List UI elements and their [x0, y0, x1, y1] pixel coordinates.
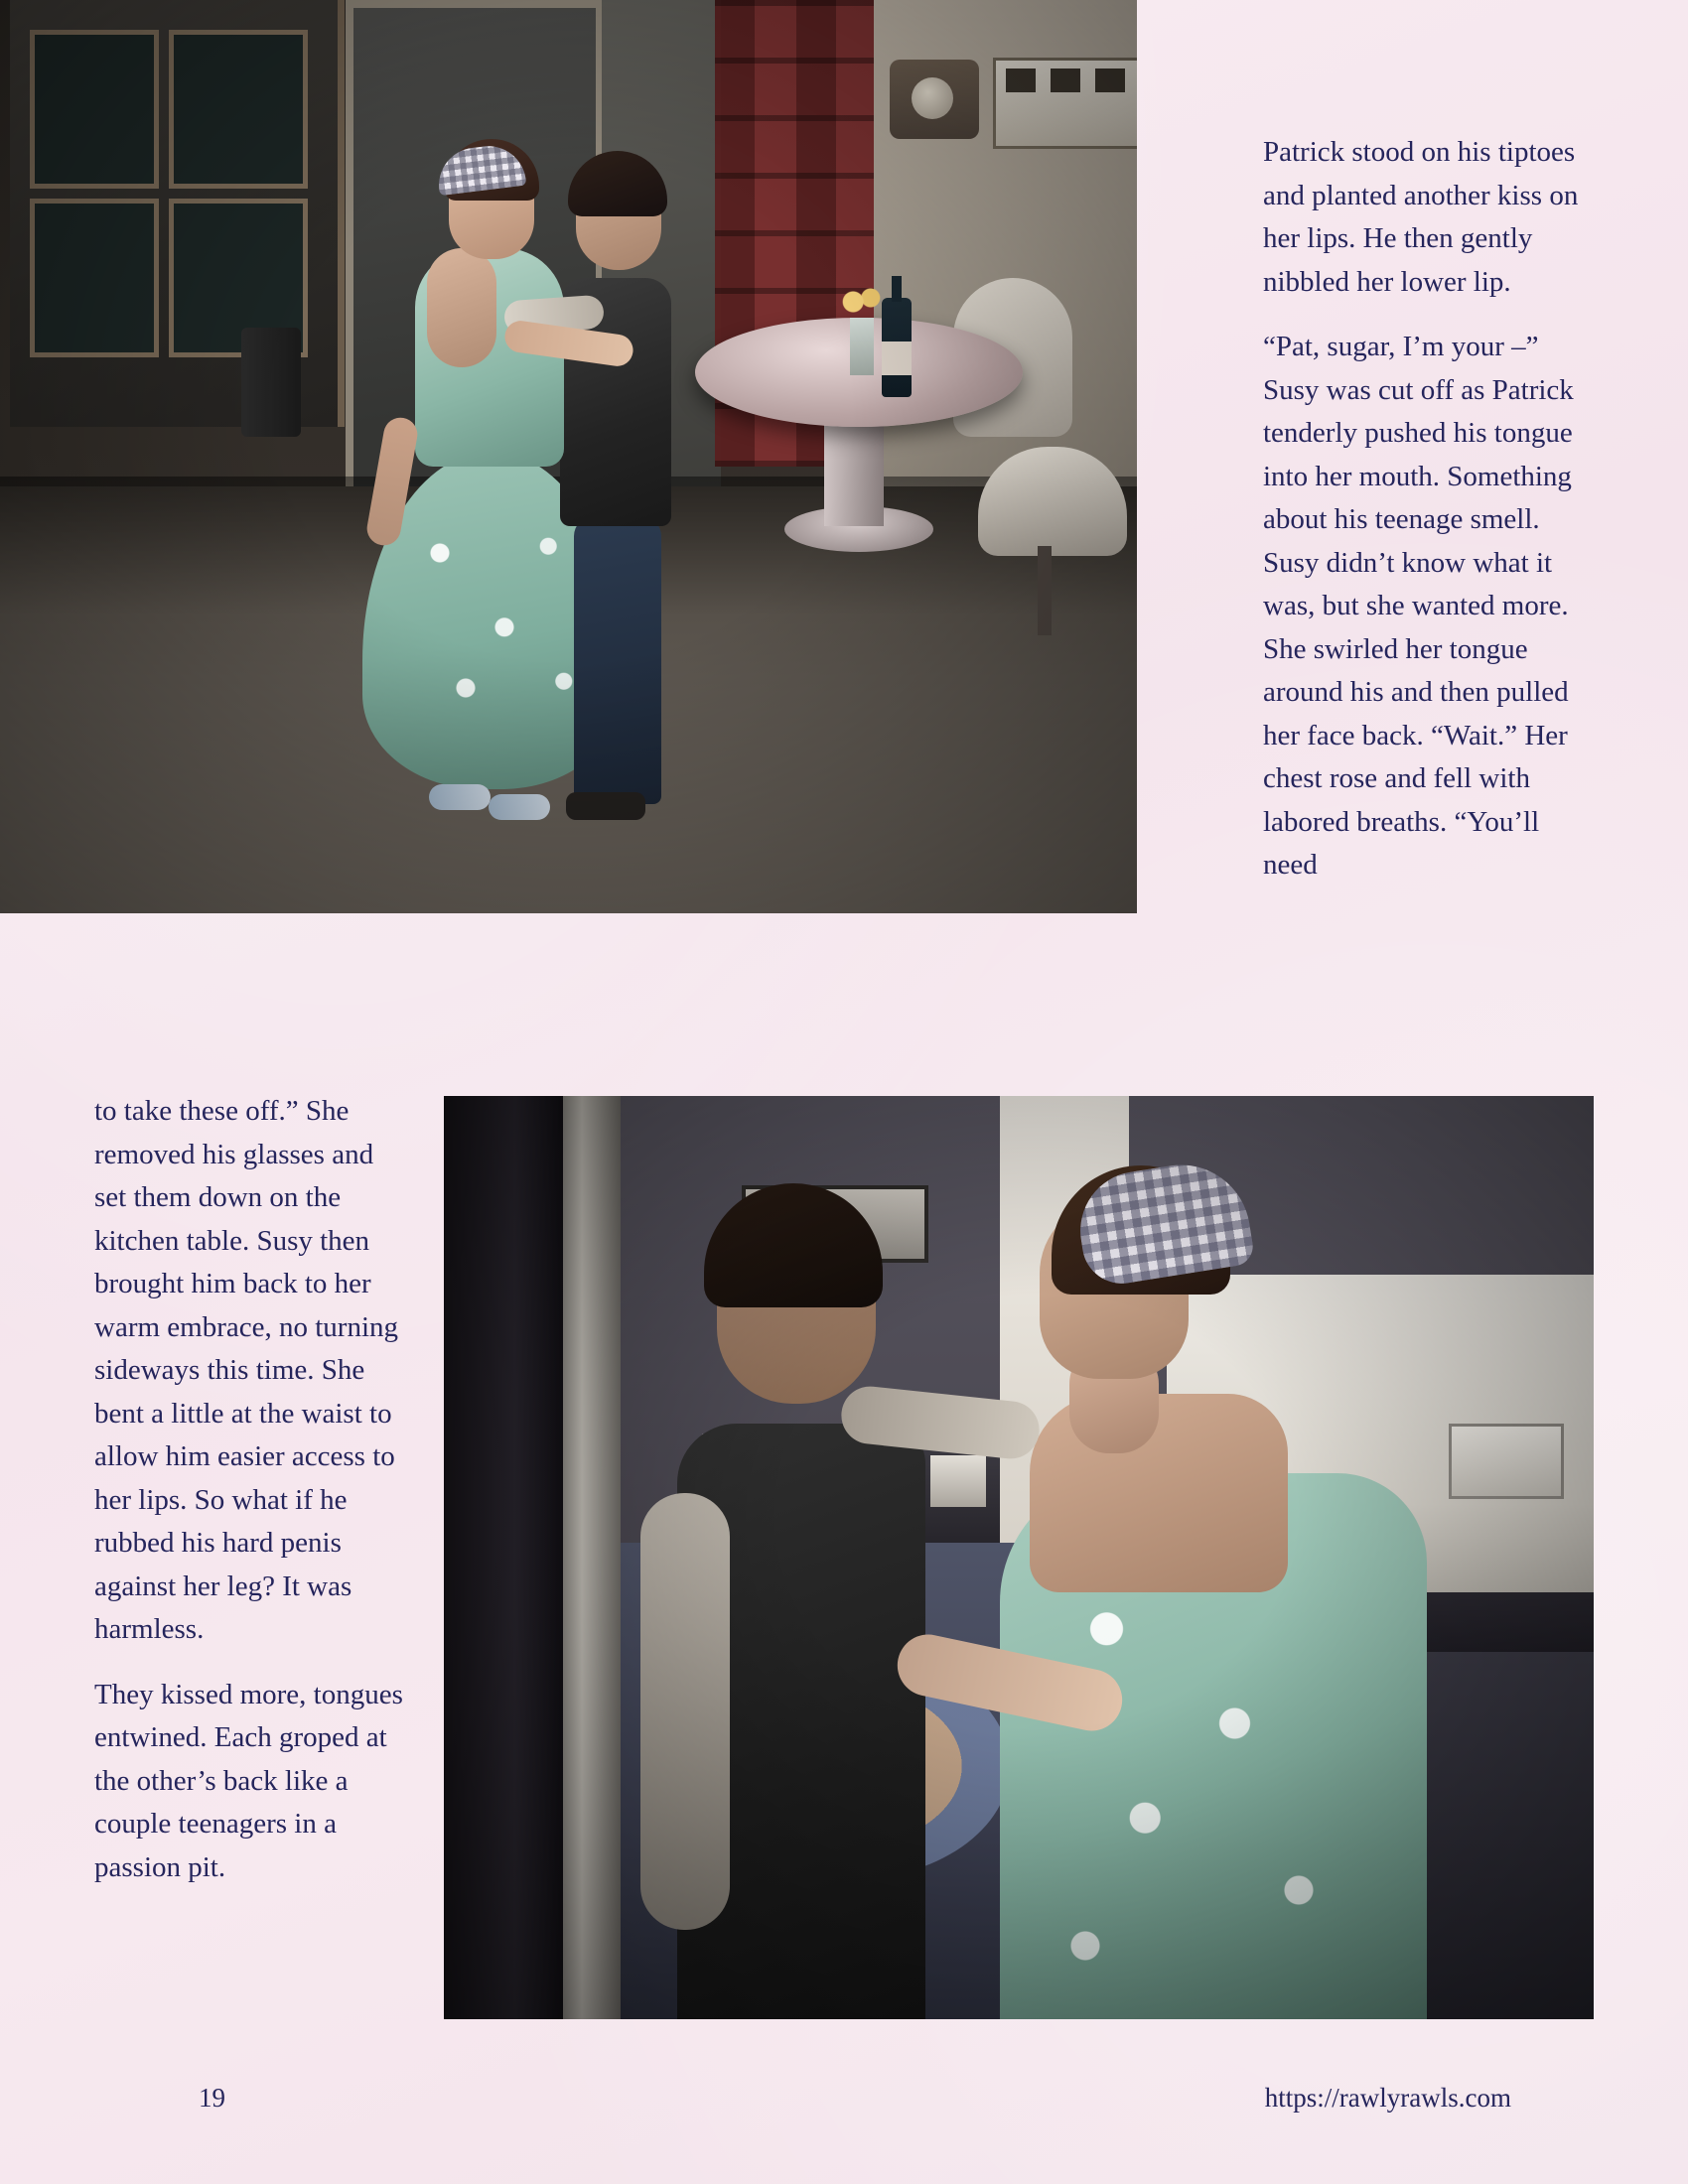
scene-background — [444, 1096, 1594, 2019]
illustration-closeup-kiss — [444, 1096, 1594, 2019]
text-column-right — [1263, 131, 1599, 909]
page-footer — [0, 2083, 1688, 2122]
paragraph: They kissed more, tongues entwined. Each groped at the other’s back like a couple teenagers in a passion pit. — [94, 1678, 403, 1883]
site-url[interactable]: https://rawlyrawls.com — [1264, 2083, 1511, 2113]
vignette — [0, 0, 1137, 913]
page-number: 19 — [199, 2083, 225, 2113]
illustration-kitchen-standing-kiss — [0, 0, 1137, 913]
paragraph: to take these off.” She removed his glasses and set them down on the kitchen table. Susy then brought him back to her warm embrace, no turning sideways this time. She bent a little at the waist to allow him easier access to her lips. So what if he rubbed his hard penis against her leg? It was harmless. — [94, 1095, 399, 1645]
vignette — [444, 1096, 1594, 2019]
text-column-left — [94, 1090, 412, 1911]
paragraph: Patrick stood on his tiptoes and planted another kiss on her lips. He then gently nibbled her lower lip. — [1263, 136, 1579, 298]
scene-background — [0, 0, 1137, 913]
paragraph: “Pat, sugar, I’m your –” Susy was cut off as Patrick tenderly pushed his tongue into her mouth. Something about his teenage smell. Susy didn’t know what it was, but she wanted more. She swirled her tongue around his and then pulled her face back. “Wait.” Her chest rose and fell with labored breaths. “You’ll need — [1263, 331, 1574, 881]
